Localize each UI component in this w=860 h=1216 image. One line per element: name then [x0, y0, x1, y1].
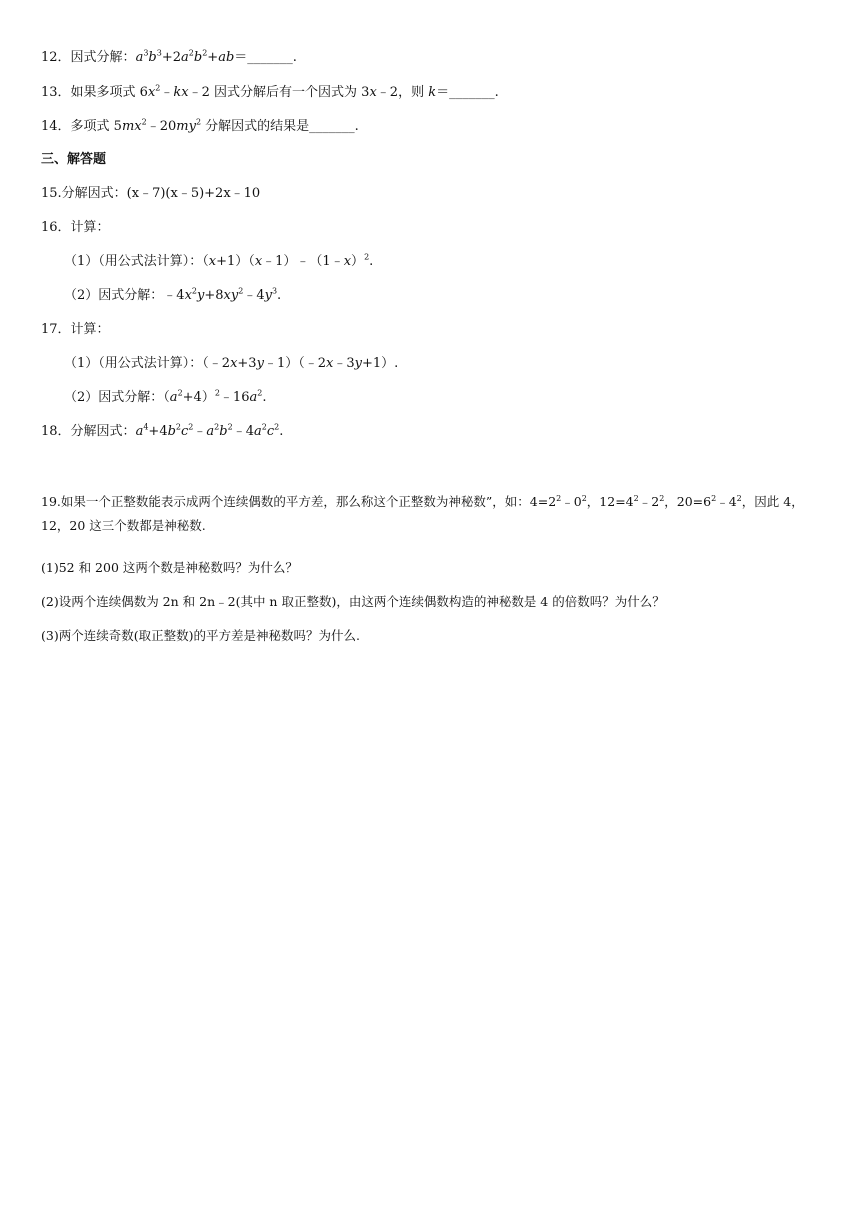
- question-16-part-1-label: （1）（用公式法计算）：: [64, 254, 203, 269]
- question-18-expression: $a^4+4b^2c^2﹣a^2b^2﹣4a^2c^2$.: [135, 422, 284, 439]
- question-18-label: 分解因式：: [70, 424, 136, 439]
- question-13-answer-blank: _______: [449, 85, 495, 100]
- question-12-expression: $a^3b^3+2a^2b^2+ab=$: [135, 48, 248, 65]
- question-13-k: k＝: [428, 85, 450, 100]
- question-17-number: 17．: [41, 322, 71, 337]
- question-13-text-a: 如果多项式 6: [70, 85, 148, 100]
- question-18-number: 18．: [41, 424, 71, 439]
- question-13-polynomial: $x^2﹣kx﹣2$: [147, 83, 210, 100]
- question-13-text-b: 因式分解后有一个因式为 3: [209, 85, 370, 100]
- question-17-part-1-expression: （﹣2x+3y﹣1）（﹣2x﹣3y+1）.: [202, 356, 399, 371]
- question-19-intro-g: ，因此 4，12，20 这三个数都是神秘数.: [41, 494, 804, 533]
- question-16-part-1-expression: （x+1）（x﹣1）﹣（1﹣x）$^2$.: [202, 252, 374, 269]
- question-12-answer-blank: _______: [247, 50, 293, 65]
- question-14-number: 14．: [41, 119, 71, 134]
- question-19-intro-f: ﹣4: [716, 494, 737, 509]
- question-14-text-b: 分解因式的结果是: [201, 119, 310, 134]
- question-18: [41, 422, 283, 442]
- question-19-intro-e: ，20=6: [664, 494, 712, 509]
- question-13-factor: x﹣2: [369, 85, 399, 100]
- question-17-part-1: [64, 354, 398, 374]
- question-19-intro-a: 19.如果一个正整数能表示成两个连续偶数的平方差，那么称这个正整数为神秘数”，如：4=2: [41, 494, 557, 509]
- question-12-label: 因式分解：: [70, 50, 136, 65]
- question-17: [41, 320, 110, 340]
- question-17-part-2-label: （2）因式分解：: [64, 390, 164, 405]
- question-14-answer-blank: _______: [309, 119, 355, 134]
- question-14-end: .: [354, 119, 359, 134]
- question-12: [41, 48, 297, 68]
- question-16-part-2: [64, 286, 281, 306]
- question-16-part-1: [64, 252, 373, 272]
- question-15: 15.分解因式：(x﹣7)(x﹣5)+2x﹣10: [41, 186, 261, 201]
- question-16-title: 计算：: [70, 220, 110, 235]
- question-12-end: .: [292, 50, 297, 65]
- question-16-part-2-label: （2）因式分解：: [64, 288, 164, 303]
- question-19-intro-b: ﹣0: [561, 494, 582, 509]
- question-19-part-3: (3)两个连续奇数(取正整数)的平方差是神秘数吗？为什么.: [41, 628, 360, 643]
- question-16-part-2-expression: $﹣4x^2y+8xy^2﹣4y^3$.: [163, 286, 282, 303]
- question-12-number: 12．: [41, 50, 71, 65]
- question-19-part-1: (1)52 和 200 这两个数是神秘数吗？为什么？: [41, 560, 298, 575]
- question-17-title: 计算：: [70, 322, 110, 337]
- question-17-part-2-expression: $(a^2+4)^2﹣16a^2$.: [163, 388, 267, 405]
- question-19-part-2: (2)设两个连续偶数为 2n 和 2n﹣2(其中 n 取正整数)，由这两个连续偶数构造的神秘数是 4 的倍数吗？为什么？: [41, 594, 665, 609]
- question-16-number: 16．: [41, 220, 71, 235]
- question-13-number: 13．: [41, 85, 71, 100]
- question-14-text-a: 多项式 5: [70, 119, 122, 134]
- question-19-intro-d: ﹣2: [638, 494, 660, 509]
- section-heading: 三、解答题: [41, 152, 107, 167]
- question-16: [41, 218, 110, 238]
- question-17-part-2: [64, 388, 266, 408]
- question-14-polynomial: $mx^2﹣20my^2$: [121, 117, 202, 134]
- question-19-intro-c: ，12=4: [586, 494, 634, 509]
- question-13-text-c: ，则: [398, 85, 429, 100]
- question-13-end: .: [494, 85, 499, 100]
- question-14: [41, 117, 359, 137]
- question-19-intro: 19.如果一个正整数能表示成两个连续偶数的平方差，那么称这个正整数为神秘数”，如：$4=2^2﹣0^2$，$12=4^2﹣2^2$，$20=6^2﹣4^2$，因此 4，12，20 这三个数都是神秘数.: [41, 493, 804, 533]
- question-13: [41, 83, 499, 103]
- question-17-part-1-label: （1）（用公式法计算）：: [64, 356, 203, 371]
